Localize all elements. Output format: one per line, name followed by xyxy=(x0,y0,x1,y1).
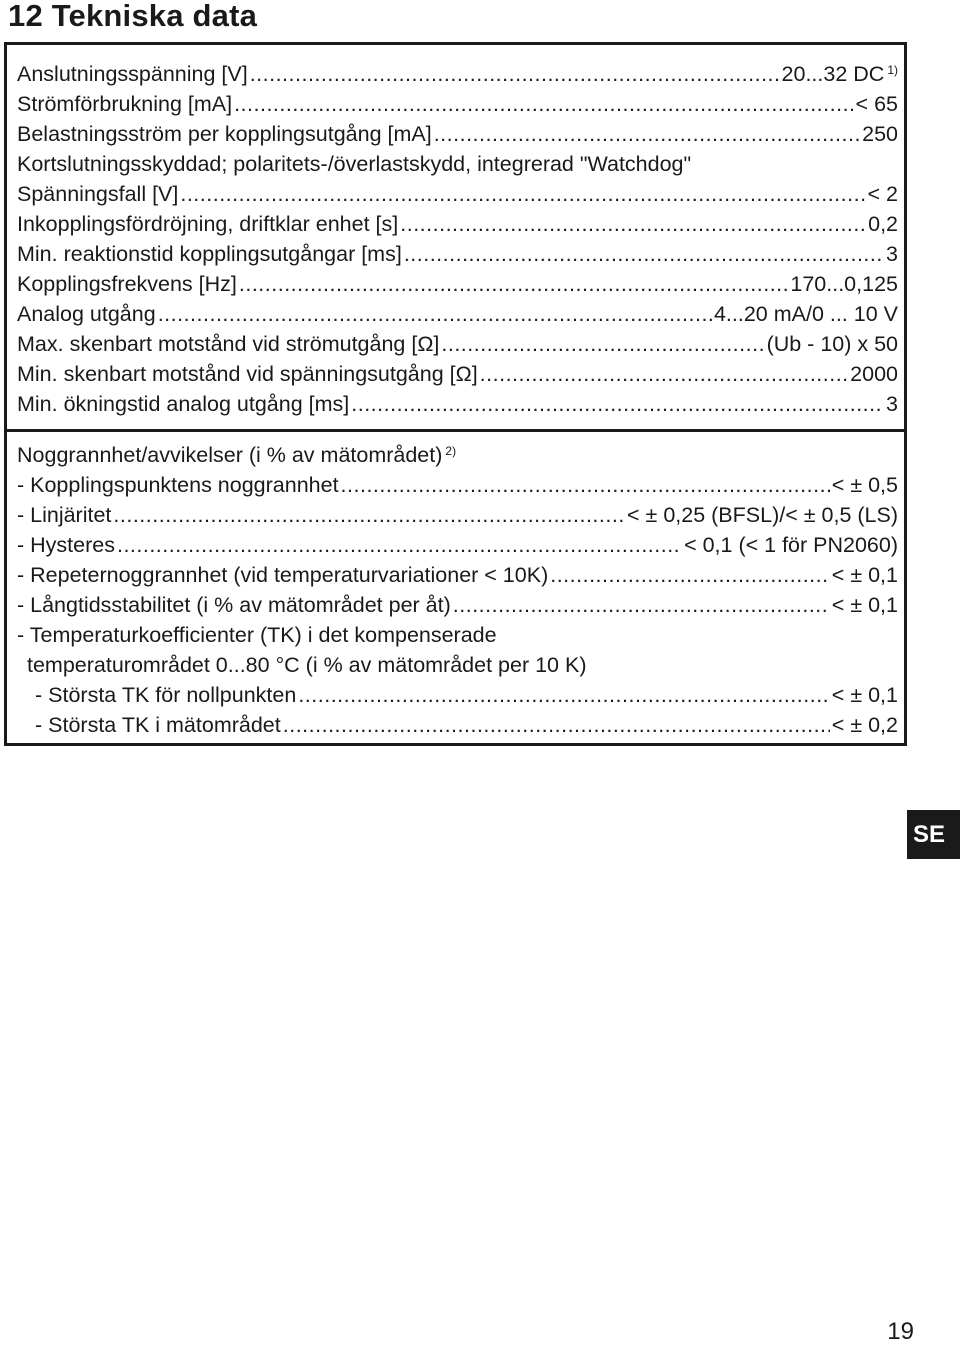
general-specs-section xyxy=(7,45,904,429)
spec-label: Spänningsfall [V] xyxy=(17,182,179,206)
leader-dots xyxy=(117,530,682,560)
spec-row-hysteresis xyxy=(17,530,898,560)
spec-label: Kortslutningsskyddad; polaritets-/överlastskydd, integrerad "Watchdog" xyxy=(17,152,692,176)
spec-row-tk-zero-point xyxy=(17,680,898,710)
spec-row-power-on-delay xyxy=(17,209,898,239)
spec-label: temperaturområdet 0...80 °C (i % av mätområdet per 10 K) xyxy=(27,653,587,677)
accuracy-section xyxy=(7,429,904,743)
spec-row-repeatability xyxy=(17,560,898,590)
spec-label: - Långtidsstabilitet (i % av mätområdet per åt) xyxy=(17,593,451,617)
leader-dots xyxy=(434,119,860,149)
spec-label: - Kopplingspunktens noggrannhet xyxy=(17,473,339,497)
leader-dots xyxy=(441,329,764,359)
spec-value: < ± 0,5 xyxy=(831,473,898,497)
spec-value: < ± 0,1 xyxy=(831,683,898,707)
leader-dots xyxy=(341,470,830,500)
spec-label: Strömförbrukning [mA] xyxy=(17,92,233,116)
spec-row-long-term-stability xyxy=(17,590,898,620)
spec-label: Analog utgång xyxy=(17,302,156,326)
spec-value: < ± 0,1 xyxy=(831,593,898,617)
spec-row-analog-output xyxy=(17,299,898,329)
leader-dots xyxy=(283,710,830,740)
spec-label: Inkopplingsfördröjning, driftklar enhet [s] xyxy=(17,212,399,236)
leader-dots xyxy=(351,389,884,419)
leader-dots xyxy=(158,299,712,329)
spec-row-load-current xyxy=(17,119,898,149)
spec-label: Min. reaktionstid kopplingsutgångar [ms] xyxy=(17,242,402,266)
spec-value: 20...32 DC xyxy=(781,62,885,86)
spec-row-linearity xyxy=(17,500,898,530)
spec-row-temp-range xyxy=(17,650,898,680)
spec-row-switching-frequency xyxy=(17,269,898,299)
spec-value: 2000 xyxy=(850,362,898,386)
accuracy-heading xyxy=(17,440,898,470)
spec-row-tk-span xyxy=(17,710,898,740)
footnote-ref: 1) xyxy=(887,63,898,77)
spec-value: 250 xyxy=(862,122,898,146)
spec-row-min-load-voltage-output xyxy=(17,359,898,389)
leader-dots xyxy=(234,89,853,119)
spec-row-max-load-current-output xyxy=(17,329,898,359)
spec-label: - Hysteres xyxy=(17,533,115,557)
leader-dots xyxy=(239,269,789,299)
spec-label: Min. ökningstid analog utgång [ms] xyxy=(17,392,350,416)
leader-dots xyxy=(250,59,780,89)
spec-row-current-consumption xyxy=(17,89,898,119)
spec-row-response-time xyxy=(17,239,898,269)
spec-value: < ± 0,25 (BFSL)/< ± 0,5 (LS) xyxy=(627,503,898,527)
specification-box xyxy=(4,42,907,746)
spec-label: Min. skenbart motstånd vid spänningsutgång [Ω] xyxy=(17,362,478,386)
spec-label: - Största TK för nollpunkten xyxy=(35,683,297,707)
leader-dots xyxy=(180,179,865,209)
spec-value: 3 xyxy=(886,392,898,416)
section-heading: Noggrannhet/avvikelser (i % av mätområdet) xyxy=(17,443,443,467)
spec-row-supply-voltage xyxy=(17,59,898,89)
spec-value: 170...0,125 xyxy=(790,272,898,296)
spec-value: 4...20 mA/0 ... 10 V xyxy=(713,302,898,326)
leader-dots xyxy=(113,500,625,530)
spec-label: Belastningsström per kopplingsutgång [mA] xyxy=(17,122,432,146)
leader-dots xyxy=(298,680,829,710)
spec-label: Max. skenbart motstånd vid strömutgång [Ω] xyxy=(17,332,440,356)
spec-value: < 2 xyxy=(867,182,898,206)
leader-dots xyxy=(404,239,884,269)
spec-value: 3 xyxy=(886,242,898,266)
spec-label: - Största TK i mätområdet xyxy=(35,713,281,737)
page-title: 12 Tekniska data xyxy=(8,0,258,33)
spec-value: < 0,1 (< 1 för PN2060) xyxy=(684,533,898,557)
leader-dots xyxy=(453,590,830,620)
spec-label: - Temperaturkoefficienter (TK) i det kompenserade xyxy=(17,623,497,647)
spec-value: < ± 0,2 xyxy=(831,713,898,737)
spec-row-temp-coefficient xyxy=(17,620,898,650)
spec-value: (Ub - 10) x 50 xyxy=(766,332,898,356)
spec-row-voltage-drop xyxy=(17,179,898,209)
language-tab: SE xyxy=(907,810,960,859)
spec-label: Anslutningsspänning [V] xyxy=(17,62,248,86)
leader-dots xyxy=(400,209,866,239)
leader-dots xyxy=(550,560,830,590)
spec-row-protection xyxy=(17,149,898,179)
spec-row-rise-time xyxy=(17,389,898,419)
spec-value: < 65 xyxy=(855,92,898,116)
footnote-ref: 2) xyxy=(445,444,457,458)
spec-label: - Linjäritet xyxy=(17,503,112,527)
spec-row-switch-point-accuracy xyxy=(17,470,898,500)
spec-label: Kopplingsfrekvens [Hz] xyxy=(17,272,237,296)
spec-value: < ± 0,1 xyxy=(831,563,898,587)
spec-label: - Repeternoggrannhet (vid temperaturvariationer < 10K) xyxy=(17,563,549,587)
leader-dots xyxy=(480,359,848,389)
spec-value: 0,2 xyxy=(868,212,898,236)
page-number: 19 xyxy=(887,1318,914,1345)
